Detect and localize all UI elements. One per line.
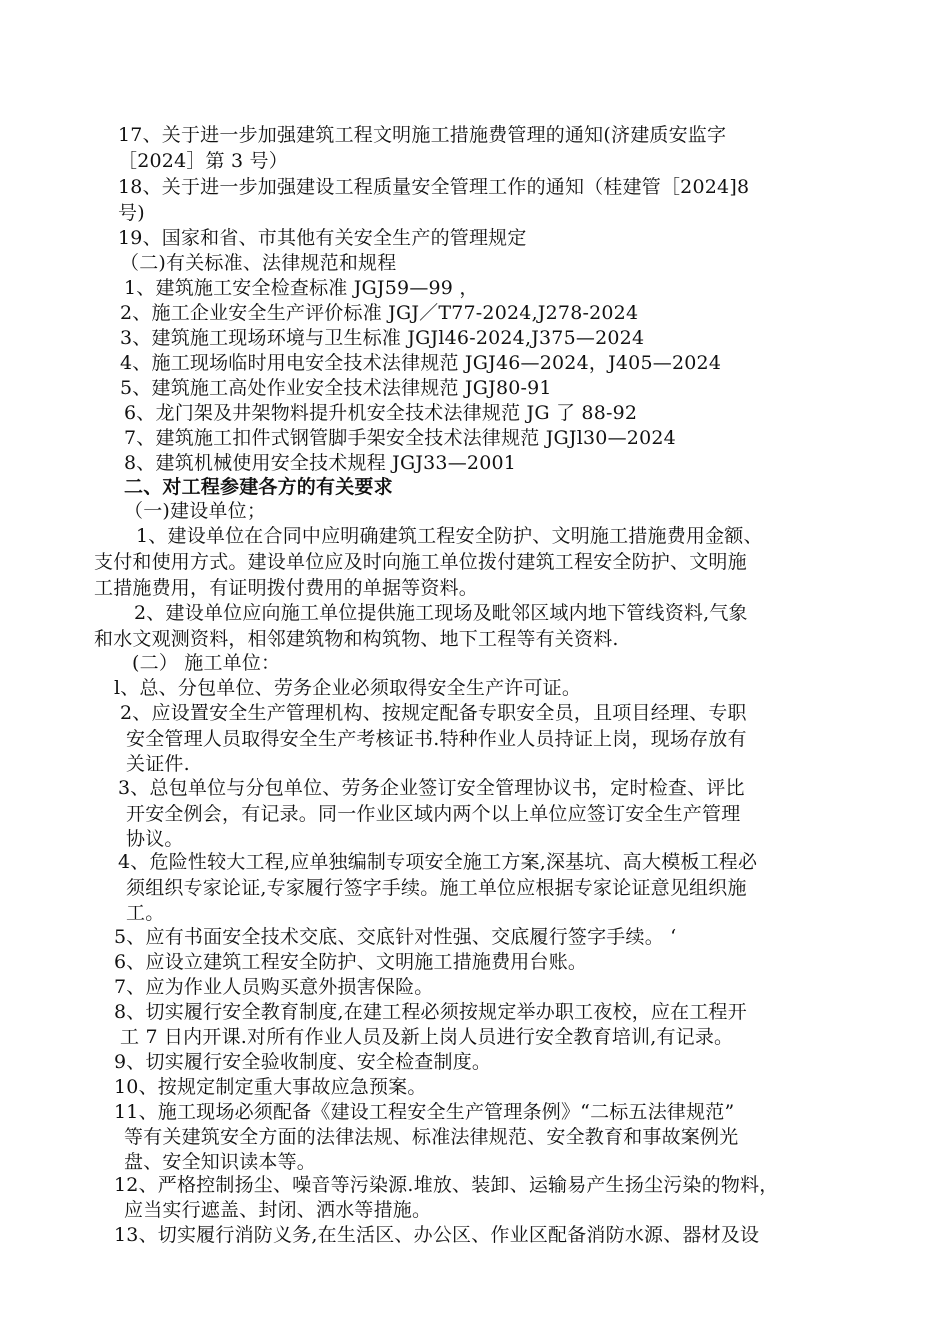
list-item: 7、建筑施工扣件式钢管脚手架安全技术法律规范 JGJl30—2024 (124, 427, 676, 449)
list-item-continuation: 工 7 日内开课.对所有作业人员及新上岗人员进行安全教育培训,有记录。 (120, 1026, 734, 1048)
subsection-heading: （一)建设单位； (124, 500, 267, 522)
list-item: 12、严格控制扬尘、噪音等污染源.堆放、装卸、运输易产生扬尘污染的物料， (114, 1174, 779, 1196)
list-item: 4、施工现场临时用电安全技术法律规范 JGJ46—2024，J405—2024 (120, 352, 722, 374)
list-item: 7、应为作业人员购买意外损害保险。 (114, 976, 434, 998)
text-line: ［2024］第 3 号） (118, 150, 288, 172)
paragraph-line: 2、建设单位应向施工单位提供施工现场及毗邻区域内地下管线资料,气象 (134, 602, 748, 624)
list-item-continuation: 等有关建筑安全方面的法律法规、标准法律规范、安全教育和事故案例光 (124, 1126, 739, 1148)
text-line: 19、国家和省、市其他有关安全生产的管理规定 (118, 227, 527, 249)
section-title: 二、对工程参建各方的有关要求 (124, 476, 393, 498)
list-item: 4、危险性较大工程,应单独编制专项安全施工方案,深基坑、高大模板工程必 (118, 851, 758, 873)
list-item: 2、应设置安全生产管理机构、按规定配备专职安全员，且项目经理、专职 (120, 702, 747, 724)
text-line: 18、关于进一步加强建设工程质量安全管理工作的通知（桂建管［2024]8 (118, 176, 750, 198)
paragraph-line: 1、建设单位在合同中应明确建筑工程安全防护、文明施工措施费用金额、 (136, 525, 763, 547)
list-item-continuation: 须组织专家论证,专家履行签字手续。施工单位应根据专家论证意见组织施 (126, 877, 747, 899)
list-item: 3、总包单位与分包单位、劳务企业签订安全管理协议书，定时检查、评比 (118, 777, 745, 799)
section-heading: （二)有关标准、法律规范和规程 (120, 252, 397, 274)
list-item-continuation: 工。 (126, 902, 165, 924)
list-item-continuation: 应当实行遮盖、封闭、洒水等措施。 (124, 1199, 432, 1221)
list-item: 6、龙门架及井架物料提升机安全技术法律规范 JG 了 88-92 (124, 402, 638, 424)
list-item: 11、施工现场必须配备《建设工程安全生产管理条例》“二标五法律规范” (114, 1101, 735, 1123)
paragraph-line: 和水文观测资料，相邻建筑物和构筑物、地下工程等有关资料. (94, 628, 619, 650)
list-item: 2、施工企业安全生产评价标准 JGJ／T77-2024,J278-2024 (120, 302, 639, 324)
paragraph-line: 支付和使用方式。建设单位应及时向施工单位拨付建筑工程安全防护、文明施 (94, 551, 747, 573)
list-item: 13、切实履行消防义务,在生活区、办公区、作业区配备消防水源、器材及设 (114, 1224, 760, 1246)
list-item-continuation: 开安全例会，有记录。同一作业区域内两个以上单位应签订安全生产管理 (126, 803, 741, 825)
list-item: 6、应设立建筑工程安全防护、文明施工措施费用台账。 (114, 951, 588, 973)
list-item: 8、建筑机械使用安全技术规程 JGJ33—2001 (124, 452, 517, 474)
list-item-continuation: 安全管理人员取得安全生产考核证书.特种作业人员持证上岗，现场存放有 (126, 728, 747, 750)
list-item: 5、建筑施工高处作业安全技术法律规范 JGJ80-91 (120, 377, 552, 399)
list-item: 10、按规定制定重大事故应急预案。 (114, 1076, 427, 1098)
list-item-continuation: 协议。 (126, 828, 184, 850)
text-line: 17、关于进一步加强建筑工程文明施工措施费管理的通知(济建质安监字 (118, 124, 727, 146)
list-item: 1、建筑施工安全检查标准 JGJ59—99 ， (124, 277, 479, 299)
list-item: 5、应有书面安全技术交底、交底针对性强、交底履行签字手续。 ‘ (114, 926, 677, 948)
list-item: l、总、分包单位、劳务企业必须取得安全生产许可证。 (114, 677, 582, 699)
paragraph-line: 工措施费用，有证明拨付费用的单据等资料。 (94, 577, 479, 599)
list-item: 8、切实履行安全教育制度,在建工程必须按规定举办职工夜校，应在工程开 (114, 1001, 747, 1023)
list-item-continuation: 盘、安全知识读本等。 (124, 1151, 317, 1173)
subsection-heading: (二） 施工单位： (132, 652, 281, 674)
list-item: 3、建筑施工现场环境与卫生标准 JGJl46-2024,J375—2024 (120, 327, 645, 349)
list-item: 9、切实履行安全验收制度、安全检查制度。 (114, 1051, 492, 1073)
text-line: 号) (118, 202, 145, 224)
list-item-continuation: 关证件. (126, 753, 190, 775)
